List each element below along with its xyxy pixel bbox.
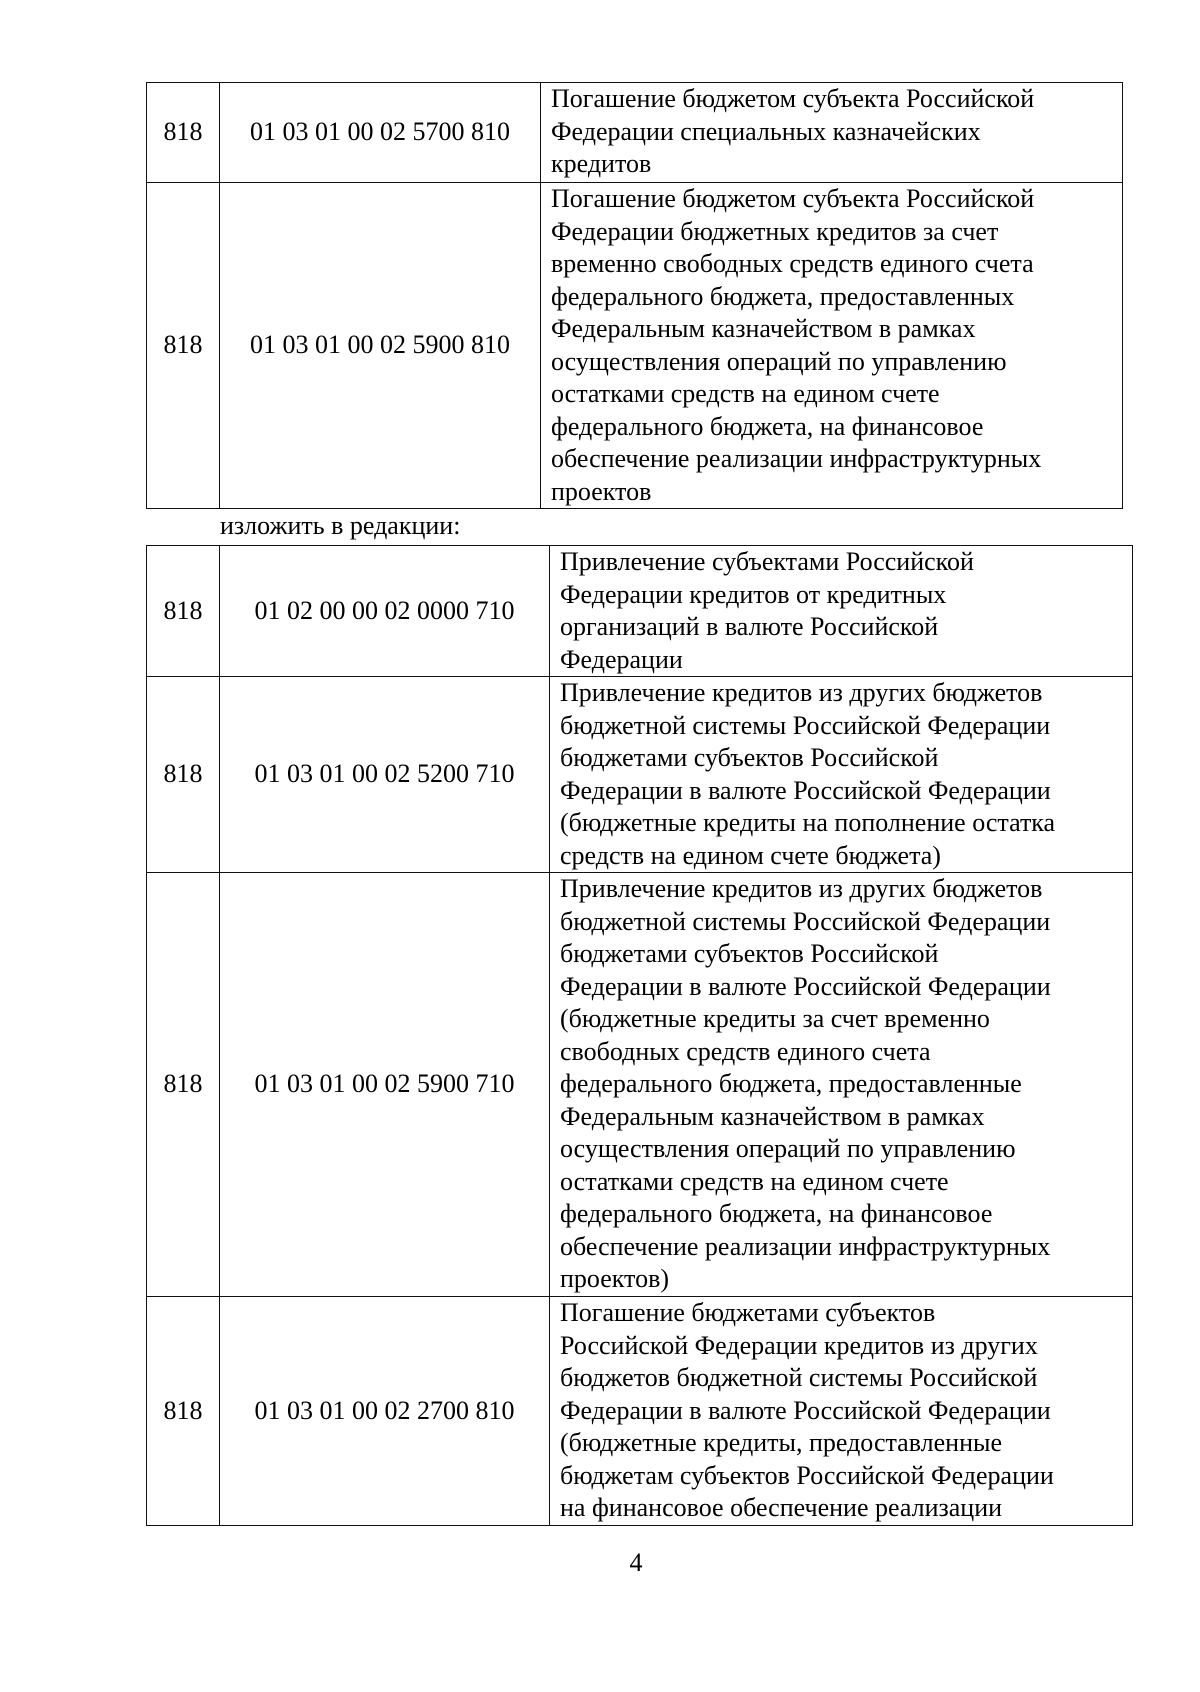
code-description-cell: Привлечение кредитов из других бюджетов бюджетной системы Российской Федерации бюджетами субъектов Российской Федерации в валюте Российской Федерации (бюджетные кредиты на пополнение остатка средств на едином счете бюджета) [550, 677, 1133, 873]
table-row [147, 183, 1123, 509]
budget-codes-table-new [146, 545, 1133, 1526]
table-row [147, 1297, 1133, 1526]
budget-code-cell: 01 03 01 00 02 5700 810 [220, 83, 541, 183]
code-description-cell: Погашение бюджетом субъекта Российской Федерации бюджетных кредитов за счет временно свободных средств единого счета федерального бюджета, предоставленных Федеральным казначейством в рамках осуществления операций по управлению остатками средств на едином счете федерального бюджета, на финансовое обеспечение реализации инфраструктурных проектов [541, 183, 1123, 509]
admin-code-cell: 818 [147, 83, 220, 183]
table-row [147, 83, 1123, 183]
code-description-cell: Привлечение кредитов из других бюджетов бюджетной системы Российской Федерации бюджетами субъектов Российской Федерации в валюте Российской Федерации (бюджетные кредиты за счет временно свободных средств единого счета федерального бюджета, предоставленные Федеральным казначейством в рамках осуществления операций по управлению остатками средств на едином счете федерального бюджета, на финансовое обеспечение реализации инфраструктурных проектов) [550, 873, 1133, 1297]
budget-code-cell: 01 02 00 00 02 0000 710 [220, 546, 550, 677]
admin-code-cell: 818 [147, 677, 220, 873]
admin-code-cell: 818 [147, 873, 220, 1297]
admin-code-cell: 818 [147, 546, 220, 677]
code-description-cell: Погашение бюджетом субъекта Российской Федерации специальных казначейских кредитов [541, 83, 1123, 183]
admin-code-cell: 818 [147, 1297, 220, 1526]
table-row [147, 546, 1133, 677]
table-row [147, 873, 1133, 1297]
code-description-cell: Привлечение субъектами Российской Федерации кредитов от кредитных организаций в валюте Российской Федерации [550, 546, 1133, 677]
admin-code-cell: 818 [147, 183, 220, 509]
budget-code-cell: 01 03 01 00 02 5900 810 [220, 183, 541, 509]
code-description-cell: Погашение бюджетами субъектов Российской Федерации кредитов из других бюджетов бюджетной системы Российской Федерации в валюте Российской Федерации (бюджетные кредиты, предоставленные бюджетам субъектов Российской Федерации на финансовое обеспечение реализации [550, 1297, 1133, 1526]
page-number: 4 [629, 1548, 643, 1577]
budget-code-cell: 01 03 01 00 02 2700 810 [220, 1297, 550, 1526]
budget-codes-table-current [146, 82, 1123, 509]
budget-code-cell: 01 03 01 00 02 5900 710 [220, 873, 550, 1297]
table-row [147, 677, 1133, 873]
amendment-intro-text: изложить в редакции: [220, 511, 461, 540]
budget-code-cell: 01 03 01 00 02 5200 710 [220, 677, 550, 873]
